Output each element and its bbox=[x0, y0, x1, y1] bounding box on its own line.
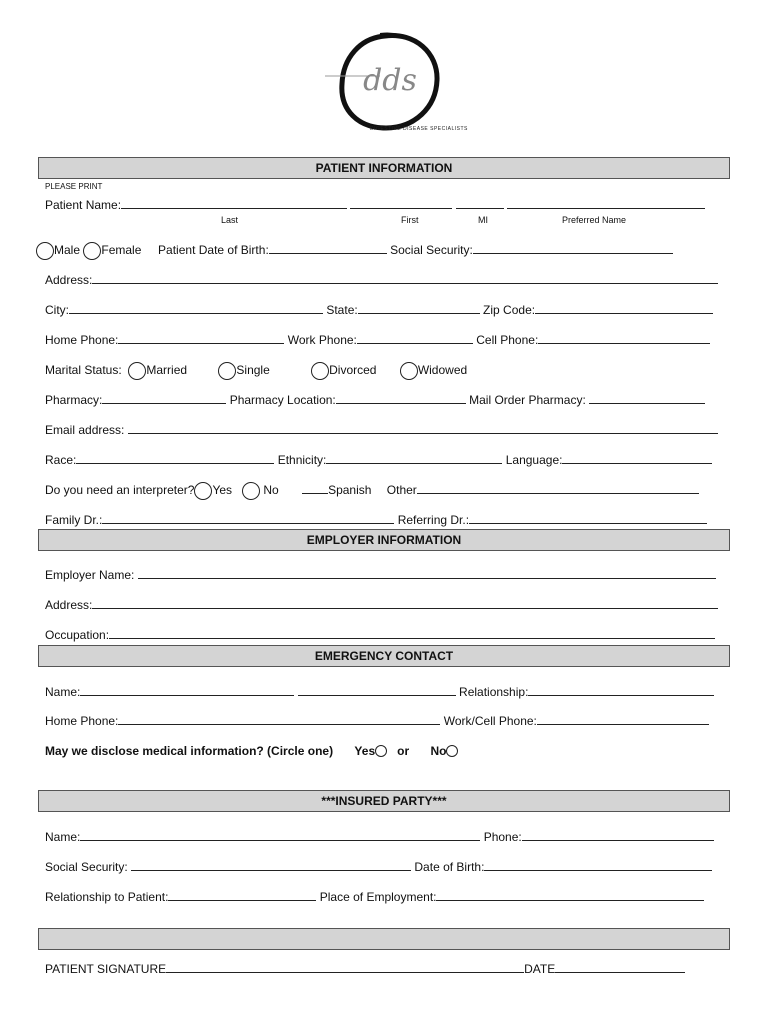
insured-ssn-row bbox=[45, 859, 725, 875]
pharmacy-label: Pharmacy: bbox=[45, 393, 103, 407]
work-phone-label: Work Phone: bbox=[287, 333, 357, 347]
patient-first-name-field[interactable] bbox=[350, 197, 452, 209]
disclose-or-label: or bbox=[397, 744, 410, 758]
employer-name-field[interactable] bbox=[138, 567, 716, 579]
disclose-no-radio[interactable] bbox=[446, 745, 458, 757]
spanish-field[interactable] bbox=[302, 482, 328, 494]
pharmacy-location-field[interactable] bbox=[336, 392, 466, 404]
zip-label: Zip Code: bbox=[483, 303, 536, 317]
widowed-label: Widowed bbox=[417, 363, 468, 377]
family-dr-field[interactable] bbox=[102, 512, 394, 524]
insured-ssn-field[interactable] bbox=[131, 859, 411, 871]
married-label: Married bbox=[146, 363, 188, 377]
caption-preferred-name: Preferred Name bbox=[562, 215, 627, 225]
marital-status-label: Marital Status: bbox=[45, 363, 122, 377]
insured-relationship-row bbox=[45, 889, 725, 905]
email-row bbox=[45, 422, 725, 438]
referring-dr-field[interactable] bbox=[469, 512, 707, 524]
patient-preferred-name-field[interactable] bbox=[507, 197, 705, 209]
email-field[interactable] bbox=[128, 422, 718, 434]
divorced-label: Divorced bbox=[329, 363, 377, 377]
insured-dob-label: Date of Birth: bbox=[414, 860, 485, 874]
insured-name-field[interactable] bbox=[80, 829, 480, 841]
logo-graphic bbox=[320, 28, 450, 140]
emergency-phone-row bbox=[45, 713, 725, 729]
emergency-name-field[interactable] bbox=[80, 684, 294, 696]
emergency-home-phone-label: Home Phone: bbox=[45, 714, 119, 728]
patient-mi-field[interactable] bbox=[456, 197, 504, 209]
dob-label: Patient Date of Birth: bbox=[158, 243, 269, 257]
race-field[interactable] bbox=[76, 452, 274, 464]
disclose-no-label: No bbox=[430, 744, 447, 758]
home-phone-label: Home Phone: bbox=[45, 333, 119, 347]
interpreter-label: Do you need an interpreter? bbox=[45, 483, 195, 497]
female-label: Female bbox=[101, 243, 142, 257]
other-language-field[interactable] bbox=[417, 482, 699, 494]
section-header-patient-information: PATIENT INFORMATION bbox=[38, 157, 730, 179]
emergency-work-cell-field[interactable] bbox=[537, 713, 709, 725]
ssn-label: Social Security: bbox=[390, 243, 473, 257]
ethnicity-label: Ethnicity: bbox=[277, 453, 327, 467]
patient-work-phone-field[interactable] bbox=[357, 332, 473, 344]
address-label: Address: bbox=[45, 273, 93, 287]
patient-home-phone-field[interactable] bbox=[118, 332, 284, 344]
email-label: Email address: bbox=[45, 423, 125, 437]
language-label: Language: bbox=[505, 453, 563, 467]
practice-logo bbox=[320, 28, 468, 140]
section-header-insured-party: ***INSURED PARTY*** bbox=[38, 790, 730, 812]
divorced-radio[interactable] bbox=[311, 362, 329, 380]
interpreter-yes-radio[interactable] bbox=[194, 482, 212, 500]
employer-address-field[interactable] bbox=[92, 597, 718, 609]
patient-name-label: Patient Name: bbox=[45, 198, 122, 212]
interpreter-no-label: No bbox=[263, 483, 279, 497]
caption-last: Last bbox=[221, 215, 239, 225]
section-header-employer-information: EMPLOYER INFORMATION bbox=[38, 529, 730, 551]
patient-zip-field[interactable] bbox=[535, 302, 713, 314]
signature-date-field[interactable] bbox=[555, 961, 685, 973]
city-state-zip-row bbox=[45, 302, 725, 318]
pharmacy-location-label: Pharmacy Location: bbox=[229, 393, 336, 407]
occupation-label: Occupation: bbox=[45, 628, 110, 642]
emergency-name-label: Name: bbox=[45, 685, 81, 699]
interpreter-row bbox=[45, 482, 725, 498]
emergency-relationship-field[interactable] bbox=[528, 684, 714, 696]
caption-first: First bbox=[401, 215, 419, 225]
insured-phone-label: Phone: bbox=[483, 830, 522, 844]
male-radio[interactable] bbox=[36, 242, 54, 260]
emergency-name-row bbox=[45, 684, 725, 700]
patient-state-field[interactable] bbox=[358, 302, 480, 314]
disclose-row bbox=[45, 743, 725, 759]
ethnicity-field[interactable] bbox=[326, 452, 502, 464]
interpreter-no-radio[interactable] bbox=[242, 482, 260, 500]
patient-last-name-field[interactable] bbox=[121, 197, 347, 209]
patient-signature-field[interactable] bbox=[166, 961, 524, 973]
doctor-row bbox=[45, 512, 725, 528]
marital-status-row bbox=[45, 362, 725, 378]
patient-ssn-field[interactable] bbox=[473, 242, 673, 254]
patient-name-row bbox=[45, 197, 725, 213]
employer-name-row bbox=[45, 567, 725, 583]
signature-row bbox=[45, 961, 725, 977]
occupation-row bbox=[45, 627, 725, 643]
place-of-employment-label: Place of Employment: bbox=[319, 890, 437, 904]
insured-phone-field[interactable] bbox=[522, 829, 714, 841]
patient-address-field[interactable] bbox=[92, 272, 718, 284]
single-radio[interactable] bbox=[218, 362, 236, 380]
city-label: City: bbox=[45, 303, 69, 317]
employer-address-label: Address: bbox=[45, 598, 93, 612]
caption-mi: MI bbox=[478, 215, 488, 225]
mail-order-pharmacy-label: Mail Order Pharmacy: bbox=[469, 393, 586, 407]
language-field[interactable] bbox=[562, 452, 712, 464]
cell-phone-label: Cell Phone: bbox=[476, 333, 539, 347]
race-ethnicity-language-row bbox=[45, 452, 725, 468]
married-radio[interactable] bbox=[128, 362, 146, 380]
please-print-note: PLEASE PRINT bbox=[45, 182, 103, 191]
disclose-yes-radio[interactable] bbox=[375, 745, 387, 757]
interpreter-yes-label: Yes bbox=[212, 483, 233, 497]
referring-dr-label: Referring Dr.: bbox=[397, 513, 470, 527]
employer-name-label: Employer Name: bbox=[45, 568, 135, 582]
blank-section-bar bbox=[38, 928, 730, 950]
date-label: DATE bbox=[524, 962, 556, 976]
family-dr-label: Family Dr.: bbox=[45, 513, 103, 527]
relationship-label: Relationship: bbox=[459, 685, 529, 699]
race-label: Race: bbox=[45, 453, 77, 467]
address-row bbox=[45, 272, 725, 288]
male-label: Male bbox=[54, 243, 81, 257]
logo-tagline: DIGESTIVE DISEASE SPECIALISTS bbox=[370, 126, 468, 132]
patient-dob-field[interactable] bbox=[269, 242, 387, 254]
pharmacy-row bbox=[45, 392, 725, 408]
emergency-name-field-2[interactable] bbox=[298, 684, 456, 696]
mail-order-pharmacy-field[interactable] bbox=[589, 392, 705, 404]
insured-employment-field[interactable] bbox=[436, 889, 704, 901]
insured-ssn-label: Social Security: bbox=[45, 860, 128, 874]
widowed-radio[interactable] bbox=[400, 362, 418, 380]
spanish-label: Spanish bbox=[328, 483, 372, 497]
section-header-emergency-contact: EMERGENCY CONTACT bbox=[38, 645, 730, 667]
svg-text:dds: dds bbox=[363, 63, 417, 98]
female-radio[interactable] bbox=[83, 242, 101, 260]
patient-cell-phone-field[interactable] bbox=[538, 332, 710, 344]
sex-dob-ssn-row bbox=[36, 242, 716, 258]
other-label: Other bbox=[386, 483, 417, 497]
insured-name-label: Name: bbox=[45, 830, 81, 844]
insured-relationship-field[interactable] bbox=[168, 889, 316, 901]
patient-city-field[interactable] bbox=[69, 302, 323, 314]
insured-relationship-label: Relationship to Patient: bbox=[45, 890, 169, 904]
employer-address-row bbox=[45, 597, 725, 613]
patient-signature-label: PATIENT SIGNATURE bbox=[45, 962, 167, 976]
insured-name-row bbox=[45, 829, 725, 845]
pharmacy-field[interactable] bbox=[102, 392, 226, 404]
single-label: Single bbox=[236, 363, 270, 377]
disclose-label: May we disclose medical information? (Circle one) bbox=[45, 744, 334, 758]
occupation-field[interactable] bbox=[109, 627, 715, 639]
work-cell-phone-label: Work/Cell Phone: bbox=[443, 714, 537, 728]
state-label: State: bbox=[326, 303, 358, 317]
insured-dob-field[interactable] bbox=[484, 859, 712, 871]
emergency-home-phone-field[interactable] bbox=[118, 713, 440, 725]
disclose-yes-label: Yes bbox=[354, 744, 376, 758]
phone-row bbox=[45, 332, 725, 348]
